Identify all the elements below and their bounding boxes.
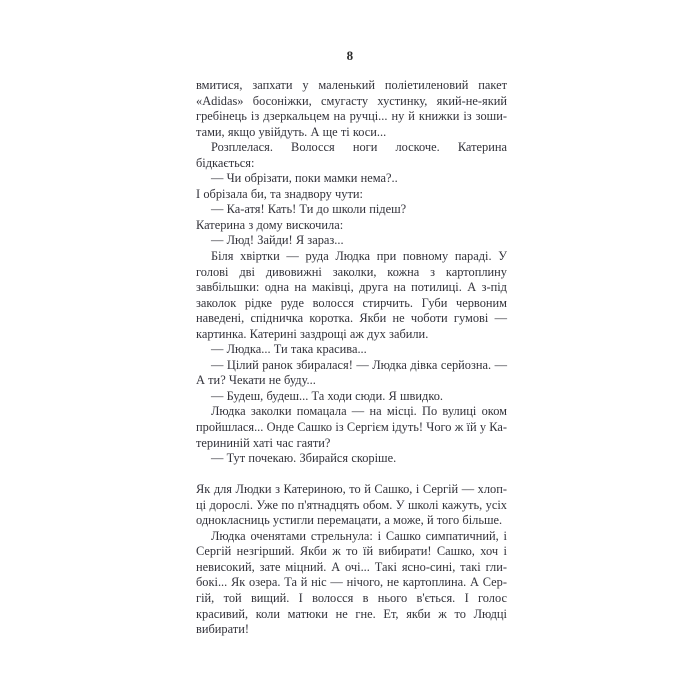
page-number: 8 <box>346 48 354 63</box>
paragraph: вмитися, запхати у маленький поліетиленовий пакет «Adidas» босоніжки, смугасту хустинку, який-не-який гребінець із дзеркальцем на ручці... ну й книжки із зошитами, якщо увійдуть. А ще ті коси... <box>196 78 507 139</box>
dialogue-line: — Чи обрізати, поки мамки нема?.. <box>211 171 398 186</box>
dialogue-line: — Цілий ранок збиралася! — Людка дівка серйозна. — А ти? Чекати не буду... <box>196 357 507 388</box>
dialogue-line: — Люд! Зайди! Я зараз... <box>211 233 344 248</box>
paragraph: Як для Людки з Катериною, то й Сашко, і Сергій — хлопці дорослі. Уже по п'ятнадцять обом. У школі кажуть, усіх однокласниць устигли перемацати, а може, й того більше. <box>196 482 507 528</box>
paragraph: І обрізала би, та знадвору чути: <box>196 186 363 201</box>
page-text-body <box>196 78 507 638</box>
section-break <box>196 467 507 483</box>
dialogue-line: — Будеш, будеш... Та ходи сюди. Я швидко. <box>211 388 444 403</box>
paragraph: Людка оченятами стрельнула: і Сашко симпатичний, і Сергій незгірший. Якби ж то їй вибирати! Сашко, хоч і невисокий, зате міцний. А очі... Такі ясно-сині, такі глибокі... Як озера. Та й ніс — нічого, не картоплина. А Сергій, той вищий. І волосся в нього в'ється. І голос красивий, коли матюки не гне. Ет, якби ж то Людці вибирати! <box>196 528 507 637</box>
paragraph: Катерина з дому вискочила: <box>196 217 344 232</box>
paragraph: Людка заколки помацала — на місці. По вулиці оком пройшлася... Онде Сашко із Сергієм ідуть! Чого ж їй у Катерининій хаті час гаяти? <box>196 404 507 450</box>
dialogue-line: — Людка... Ти така красива... <box>211 342 367 357</box>
paragraph: Розплелася. Волосся ноги лоскоче. Катерина бідкається: <box>196 140 507 170</box>
dialogue-line: — Ка-атя! Кать! Ти до школи підеш? <box>211 202 407 217</box>
paragraph: Біля хвіртки — руда Людка при повному параді. У голові дві дивовижні заколки, кожна з картоплину завбільшки: одна на маківці, друга на потилиці. А з-під заколок рідке руде волосся стирчить. Губи червоним наведені, спідничка коротка. Якби не чоботи гумові — картинка. Катерині заздрощі аж дух забили. <box>196 249 507 341</box>
dialogue-line: — Тут почекаю. Збирайся скоріше. <box>211 451 397 466</box>
